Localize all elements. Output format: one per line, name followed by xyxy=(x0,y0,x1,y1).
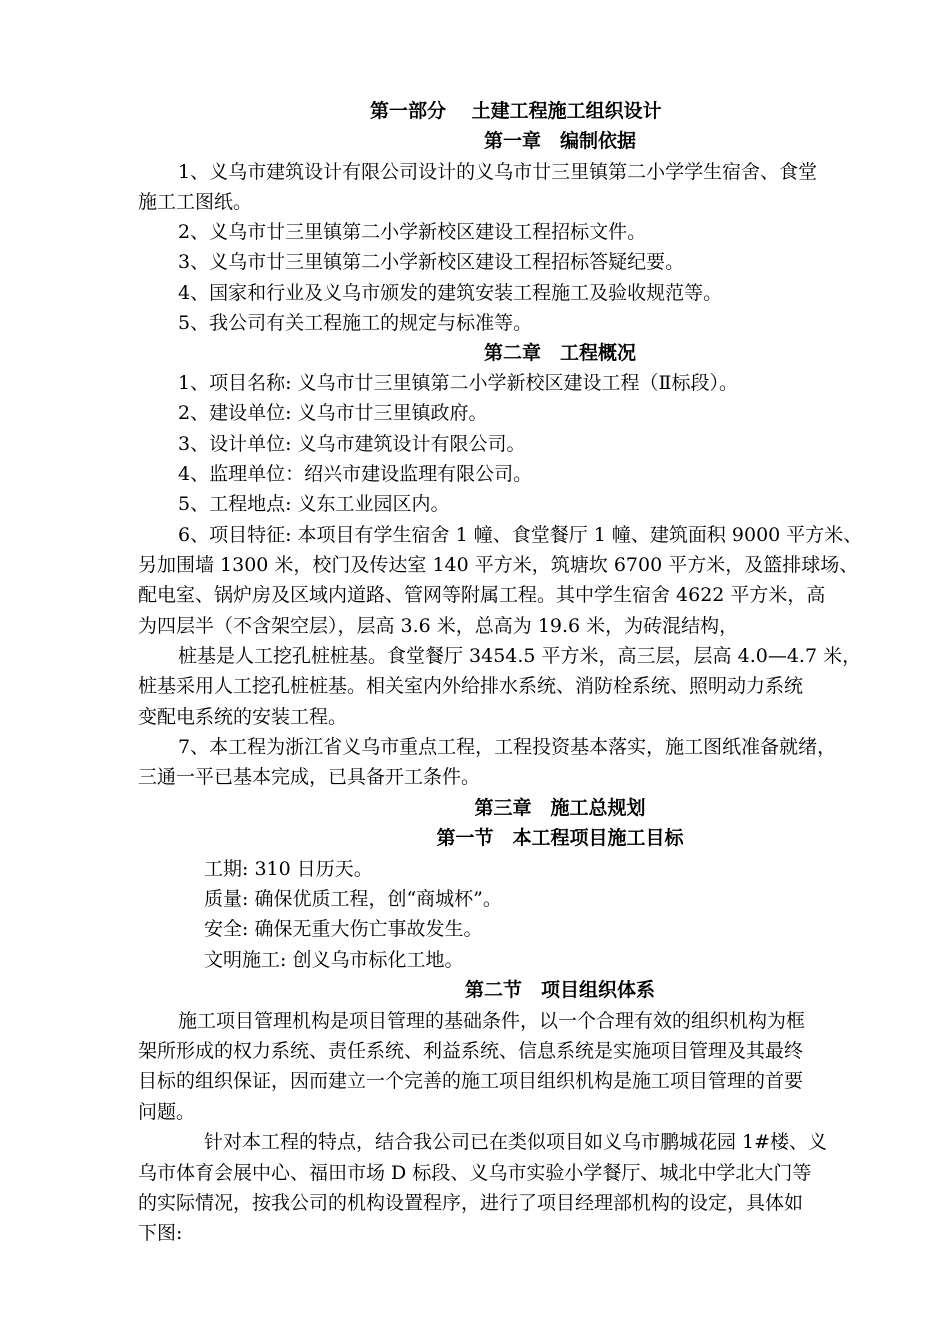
paragraph-line: 施工工图纸。 xyxy=(138,191,253,213)
paragraph-line: 4、监理单位：绍兴市建设监理有限公司。 xyxy=(178,463,533,485)
paragraph-line: 为四层半（不含架空层），层高 3.6 米，总高为 19.6 米，为砖混结构， xyxy=(138,615,739,637)
paragraph-line: 1、项目名称: 义乌市廿三里镇第二小学新校区建设工程（Ⅱ标段）。 xyxy=(178,372,738,394)
paragraph-line: 2、义乌市廿三里镇第二小学新校区建设工程招标文件。 xyxy=(178,221,647,243)
paragraph-line: 5、我公司有关工程施工的规定与标准等。 xyxy=(178,312,533,334)
paragraph-line: 乌市体育会展中心、福田市场 D 标段、义乌市实验小学餐厅、城北中学北大门等 xyxy=(138,1162,812,1184)
paragraph-line: 7、本工程为浙江省义乌市重点工程，工程投资基本落实，施工图纸准备就绪， xyxy=(178,736,837,758)
goal-line: 工期: 310 日历天。 xyxy=(204,858,373,880)
paragraph-line: 目标的组织保证，因而建立一个完善的施工项目组织机构是施工项目管理的首要 xyxy=(138,1070,804,1092)
paragraph-line: 施工项目管理机构是项目管理的基础条件，以一个合理有效的组织机构为框 xyxy=(178,1010,806,1032)
paragraph-line: 配电室、锅炉房及区域内道路、管网等附属工程。其中学生宿舍 4622 平方米，高 xyxy=(138,584,826,606)
paragraph-line: 2、建设单位: 义乌市廿三里镇政府。 xyxy=(178,402,488,424)
paragraph-line: 3、义乌市廿三里镇第二小学新校区建设工程招标答疑纪要。 xyxy=(178,251,685,273)
goal-line: 质量: 确保优质工程，创“商城杯”。 xyxy=(204,888,502,910)
part-title: 第一部分 土建工程施工组织设计 xyxy=(370,100,662,122)
paragraph-line: 三通一平已基本完成，已具备开工条件。 xyxy=(138,766,481,788)
paragraph-line: 1、义乌市建筑设计有限公司设计的义乌市廿三里镇第二小学学生宿舍、食堂 xyxy=(178,161,818,183)
chapter3-title: 第三章 施工总规划 xyxy=(474,797,646,819)
paragraph-line: 5、工程地点: 义东工业园区内。 xyxy=(178,493,450,515)
paragraph-line: 变配电系统的安装工程。 xyxy=(138,706,348,728)
paragraph-line: 下图: xyxy=(138,1222,183,1244)
section2-title: 第二节 项目组织体系 xyxy=(464,979,655,1001)
paragraph-line: 桩基采用人工挖孔桩桩基。相关室内外给排水系统、消防栓系统、照明动力系统 xyxy=(138,675,804,697)
paragraph-line: 的实际情况，按我公司的机构设置程序，进行了项目经理部机构的设定，具体如 xyxy=(138,1192,804,1214)
chapter2-title: 第二章 工程概况 xyxy=(483,342,636,364)
section1-title: 第一节 本工程项目施工目标 xyxy=(436,827,684,849)
paragraph-line: 另加围墙 1300 米，校门及传达室 140 平方米，筑塘坎 6700 平方米，及篮排球场、 xyxy=(138,554,859,576)
paragraph-line: 桩基是人工挖孔桩桩基。食堂餐厅 3454.5 平方米，高三层，层高 4.0—4.7 米， xyxy=(178,645,862,667)
chapter1-title: 第一章 编制依据 xyxy=(483,130,636,152)
paragraph-line: 6、项目特征: 本项目有学生宿舍 1 幢、食堂餐厅 1 幢、建筑面积 9000 平方米、 xyxy=(178,524,863,546)
paragraph-line: 4、国家和行业及义乌市颁发的建筑安装工程施工及验收规范等。 xyxy=(178,282,723,304)
paragraph-line: 3、设计单位: 义乌市建筑设计有限公司。 xyxy=(178,433,526,455)
paragraph-line: 问题。 xyxy=(138,1101,196,1123)
paragraph-line: 架所形成的权力系统、责任系统、利益系统、信息系统是实施项目管理及其最终 xyxy=(138,1040,804,1062)
goal-line: 文明施工: 创义乌市标化工地。 xyxy=(204,949,464,971)
paragraph-line: 针对本工程的特点，结合我公司已在类似项目如义乌市鹏城花园 1#楼、义 xyxy=(204,1131,828,1153)
goal-line: 安全: 确保无重大伤亡事故发生。 xyxy=(204,918,483,940)
